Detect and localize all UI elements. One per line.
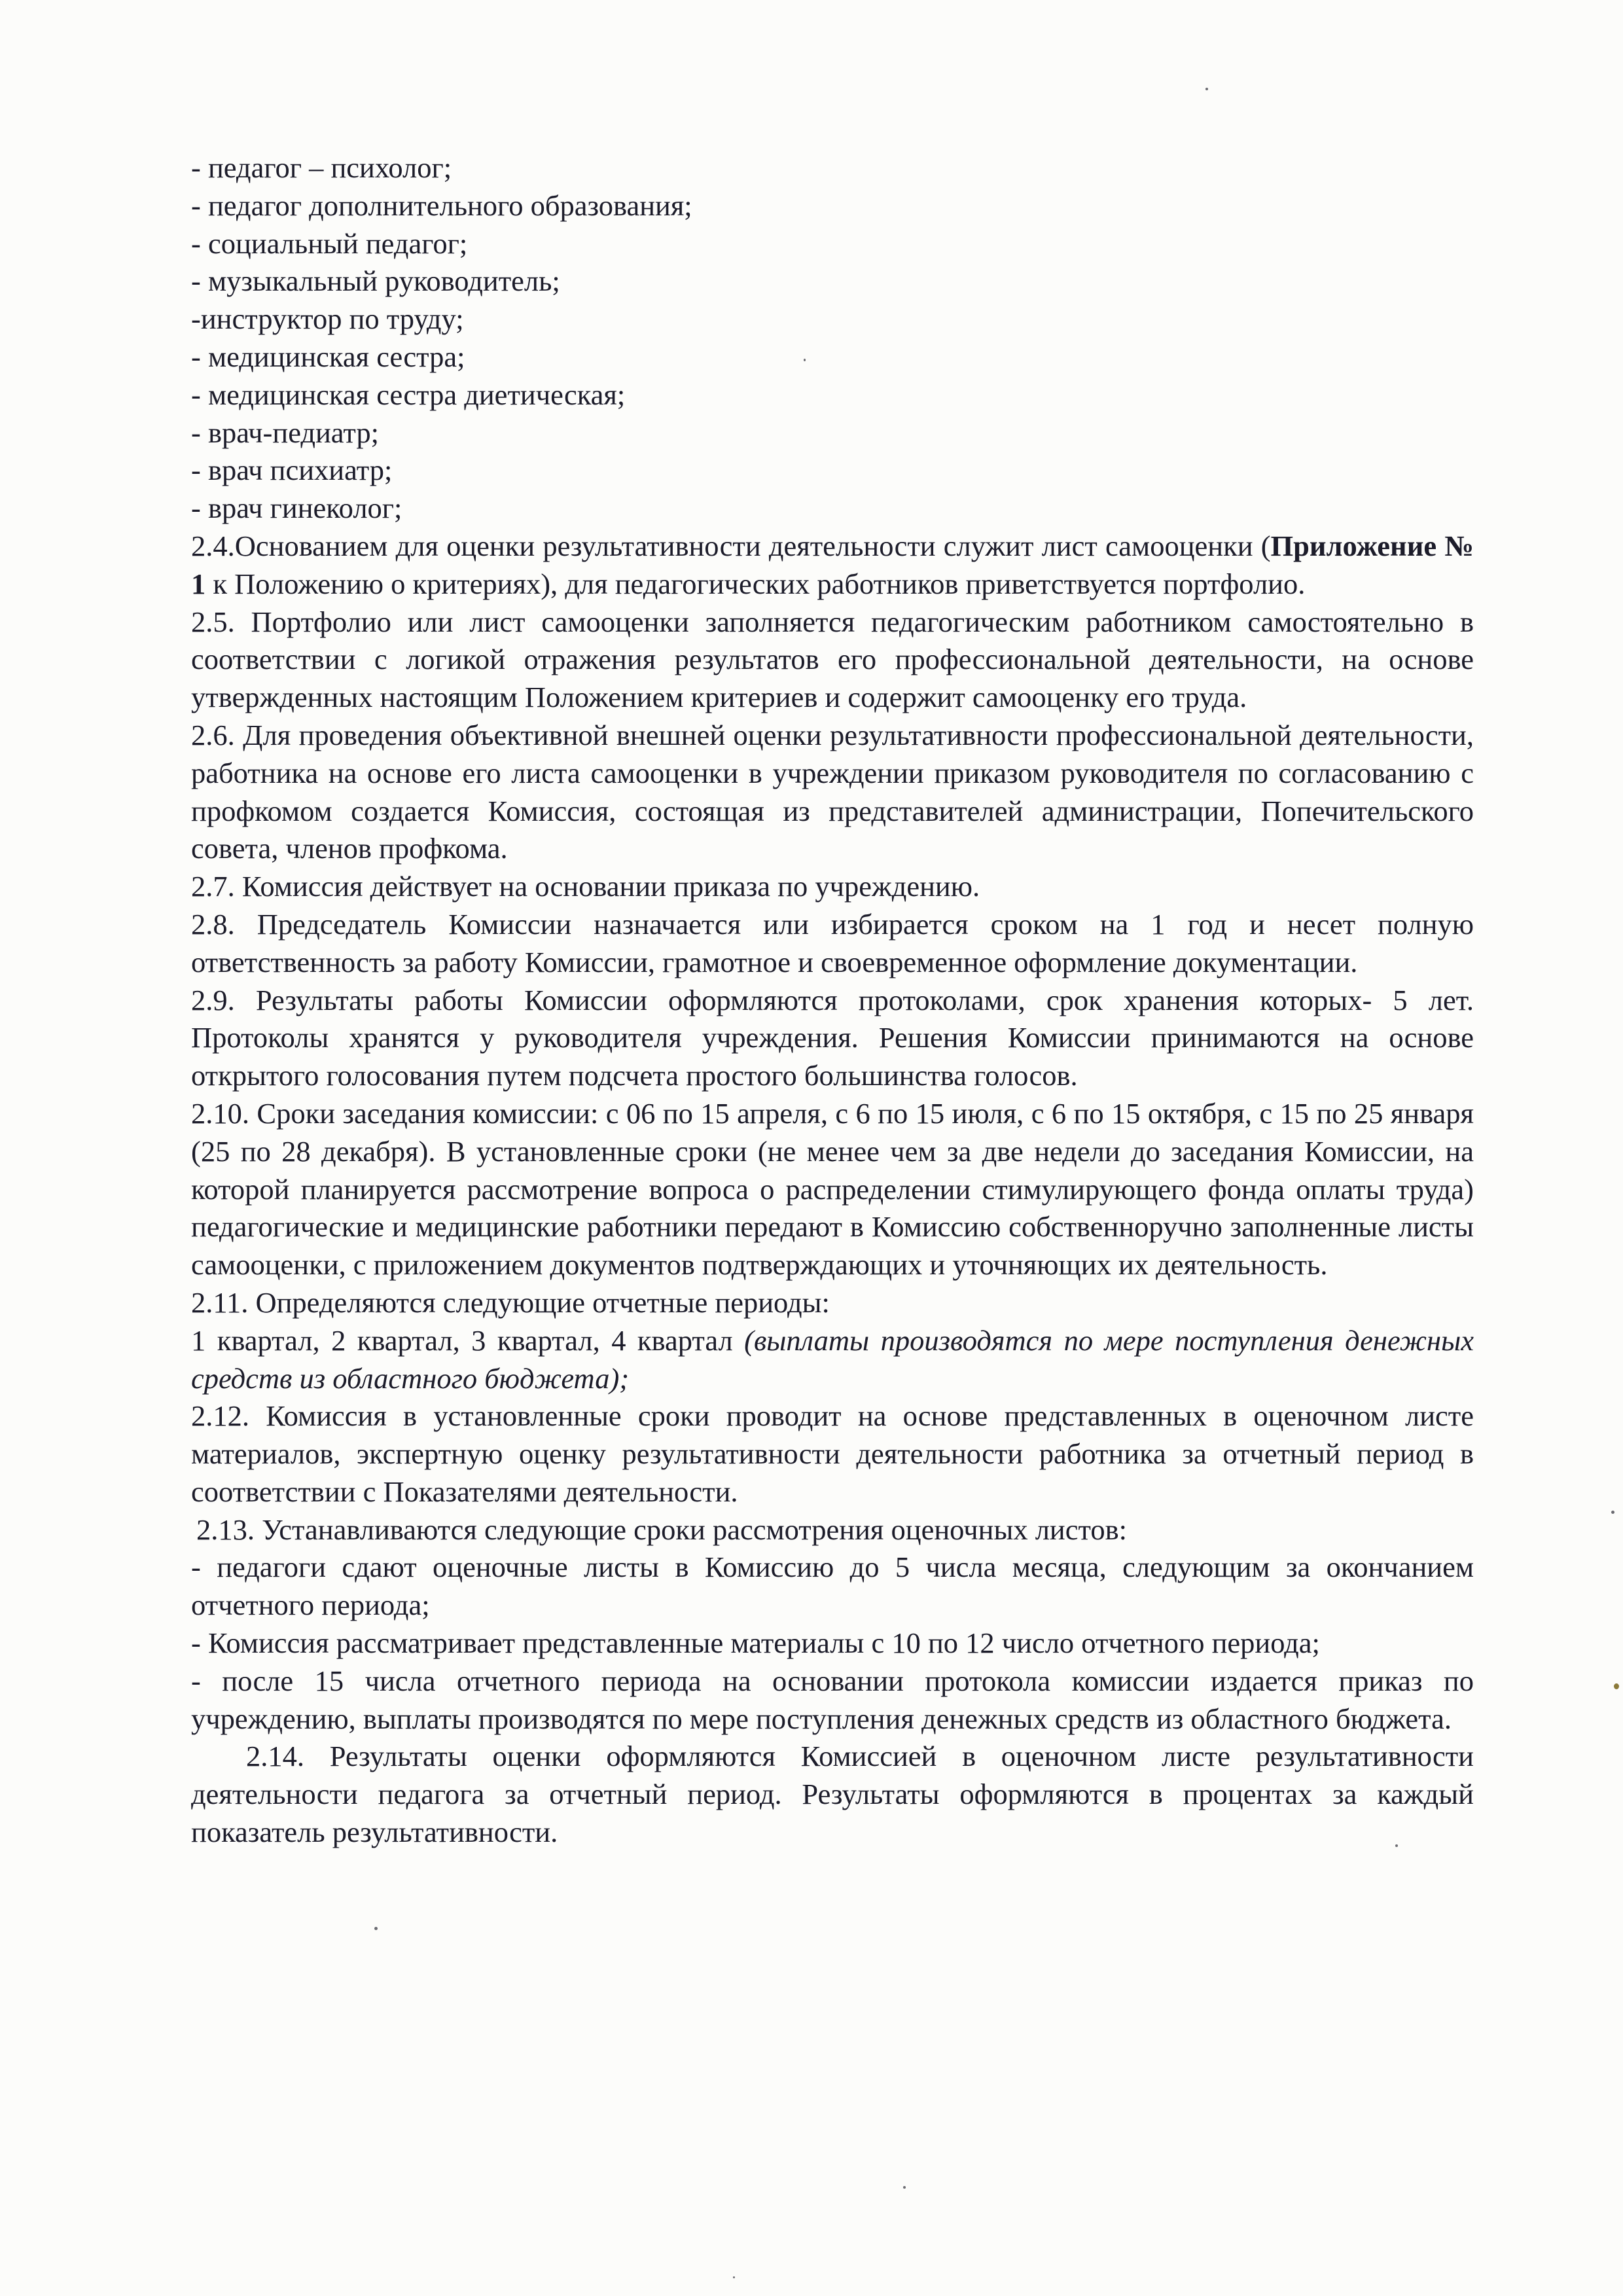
scan-speck [1205,88,1208,90]
appendix-reference: Приложение № 1 [191,529,1474,600]
scan-speck [1395,1844,1398,1847]
paragraph-2-14 [191,1738,1474,1851]
scan-speck [733,2276,735,2278]
paragraph-2-5: 2.5. Портфолио или лист самооценки заполняется педагогическим работником самостоятельно в соответствии с логикой отражения результатов его профессиональной деятельности, на основе утвержденных настоящим Положением критериев и содержит самооценку его труда. [191,605,1474,714]
list-item: - музыкальный руководитель; [191,264,560,298]
paragraph-2-7: 2.7. Комиссия действует на основании приказа по учреждению. [191,870,980,903]
list-item: - медицинская сестра диетическая; [191,378,626,411]
paragraph-2-4 [191,528,1474,603]
reporting-periods [191,1322,1474,1398]
list-item: - педагог – психолог; [191,151,452,184]
paragraph-2-9: 2.9. Результаты работы Комиссии оформляются протоколами, срок хранения которых- 5 лет. Протоколы хранятся у руководителя учреждения. Решения Комиссии принимаются на основе открытого голосования путем подсчета простого большинства голосов. [191,983,1474,1092]
list-item: - врач-педиатр; [191,416,380,449]
document-body [191,149,1474,1852]
paragraph-2-8: 2.8. Председатель Комиссии назначается или избирается сроком на 1 год и несет полную ответственность за работу Комиссии, грамотное и своевременное оформление документации. [191,907,1474,978]
scan-speck [1611,1511,1614,1514]
deadline-item: - после 15 числа отчетного периода на основании протокола комиссии издается приказ по учреждению, выплаты производятся по мере поступления денежных средств из областного бюджета. [191,1664,1474,1735]
list-item: - педагог дополнительного образования; [191,188,692,222]
scan-speck [903,2186,906,2189]
list-item: - медицинская сестра; [191,340,465,373]
reporting-periods-note: (выплаты производятся по мере поступления денежных средств из областного бюджета); [191,1323,1474,1395]
deadline-item: - педагоги сдают оценочные листы в Комиссию до 5 числа месяца, следующим за окончанием отчетного периода; [191,1551,1474,1622]
paragraph-2-4-text: 2.4.Основанием для оценки результативности деятельности служит лист самооценки ( [191,529,1271,562]
reporting-periods-text: 1 квартал, 2 квартал, 3 квартал, 4 квартал [191,1323,745,1357]
paragraph-2-4-text-end: к Положению о критериях), для педагогических работников приветствуется портфолио. [205,567,1306,600]
paragraph-2-11: 2.11. Определяются следующие отчетные периоды: [191,1285,830,1319]
paragraph-2-14-text: 2.14. Результаты оценки оформляются Комиссией в оценочном листе результативности деятельности педагога за отчетный период. Результаты оформляются в процентах за каждый показатель результативности. [191,1740,1474,1849]
scan-speck [804,359,806,361]
deadline-item: - Комиссия рассматривает представленные материалы с 10 по 12 число отчетного периода; [191,1626,1320,1660]
scan-speck [374,1927,378,1930]
list-item: - врач психиатр; [191,454,393,487]
paragraph-2-12: 2.12. Комиссия в установленные сроки проводит на основе представленных в оценочном листе материалов, экспертную оценку результативности деятельности работника за отчетный период в соответствии с Показателями деятельности. [191,1399,1474,1508]
list-item: - социальный педагог; [191,226,468,260]
list-item: - врач гинеколог; [191,492,402,525]
paragraph-2-10: 2.10. Сроки заседания комиссии: с 06 по 15 апреля, с 6 по 15 июля, с 6 по 15 октября, с 15 по 25 января (25 по 28 декабря). В установленные сроки (не менее чем за две недели до заседания Комиссии, на которой планируется рассмотрение вопроса о распределении стимулирующего фонда оплаты труда) педагогические и медицинские работники передают в Комиссию собственноручно заполненные листы самооценки, с приложением документов подтверждающих и уточняющих их деятельность. [191,1096,1474,1282]
paragraph-2-13: 2.13. Устанавливаются следующие сроки рассмотрения оценочных листов: [196,1513,1127,1546]
staff-list [191,149,1474,528]
list-item: -инструктор по труду; [191,302,464,336]
paragraph-2-6: 2.6. Для проведения объективной внешней оценки результативности профессиональной деятельности, работника на основе его листа самооценки в учреждении приказом руководителя по согласованию с профкомом создается Комиссия, состоящая из представителей администрации, Попечительского совета, членов профкома. [191,718,1474,865]
scan-speck [1614,1683,1619,1689]
